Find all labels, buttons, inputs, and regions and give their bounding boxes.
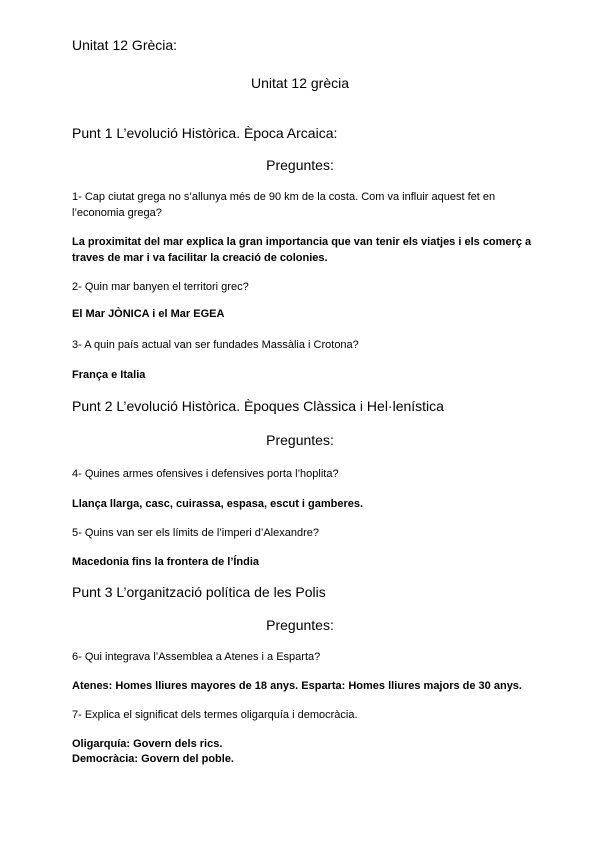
section-subheading: Preguntes: [266, 157, 334, 173]
question-text: 7- Explica el significat dels termes oligarquía i democràcia. [72, 709, 358, 721]
answer-text: El Mar JÒNICA i el Mar EGEA [72, 308, 225, 320]
answer-line: Oligarquía: Govern dels rics. [72, 738, 223, 750]
section-subheading: Preguntes: [266, 432, 334, 448]
answer-text: Llança llarga, casc, cuirassa, espasa, escut i gamberes. [72, 498, 364, 510]
question-text: 4- Quines armes ofensives i defensives porta l’hoplita? [72, 468, 339, 480]
section-heading: Punt 1 L’evolució Històrica. Època Arcaica: [72, 125, 338, 141]
question-text: 1- Cap ciutat grega no s’allunya més de 90 km de la costa. Com va influir aquest fet en l’economia grega? [72, 191, 496, 219]
question-text: 5- Quins van ser els límits de l’imperi d’Alexandre? [72, 527, 319, 539]
question-text: 3- A quin país actual van ser fundades Massàlia i Crotona? [72, 339, 359, 351]
question-text: 2- Quin mar banyen el territori grec? [72, 281, 249, 293]
answer-line: Democràcia: Govern del poble. [72, 753, 234, 765]
section-subheading: Preguntes: [266, 617, 334, 633]
answer-text: La proximitat del mar explica la gran importancia que van tenir els viatjes i els comerç a traves de mar i va facilitar la creació de colonies. [72, 236, 532, 264]
answer-text: Atenes: Homes lliures mayores de 18 anys. Esparta: Homes lliures majors de 30 anys. [72, 680, 522, 692]
question-text: 6- Qui integrava l’Assemblea a Atenes i a Esparta? [72, 651, 321, 663]
header-title: Unitat 12 Grècia: [72, 37, 178, 53]
section-heading: Punt 2 L’evolució Històrica. Èpoques Clàssica i Hel·lenística [72, 398, 444, 414]
answer-text: França e Italia [72, 369, 146, 381]
main-title: Unitat 12 grècia [250, 75, 350, 91]
answer-text: Macedonia fins la frontera de l’Índia [72, 556, 260, 568]
section-heading: Punt 3 L’organització política de les Polis [72, 584, 326, 600]
